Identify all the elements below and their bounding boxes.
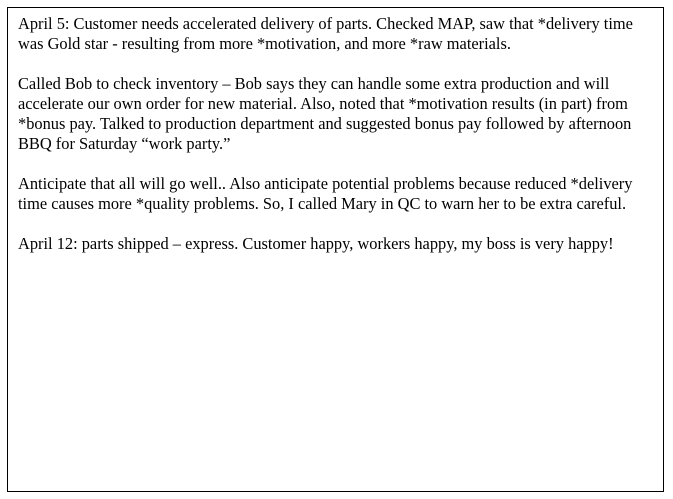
document-body <box>18 14 658 274</box>
paragraph-april-12: April 12: parts shipped – express. Customer happy, workers happy, my boss is very happy! <box>18 234 614 253</box>
document-frame <box>7 7 664 492</box>
paragraph-anticipate: Anticipate that all will go well.. Also anticipate potential problems because reduced *delivery time causes more *quality problems. So, I called Mary in QC to warn her to be extra careful. <box>18 174 633 213</box>
paragraph-called-bob: Called Bob to check inventory – Bob says they can handle some extra production and will accelerate our own order for new material. Also, noted that *motivation results (in part) from *bonus pay. Talked to production department and suggested bonus pay followed by afternoon BBQ for Saturday “work party.” <box>18 74 632 153</box>
paragraph-april-5: April 5: Customer needs accelerated delivery of parts. Checked MAP, saw that *delivery time was Gold star - resulting from more *motivation, and more *raw materials. <box>18 14 633 53</box>
